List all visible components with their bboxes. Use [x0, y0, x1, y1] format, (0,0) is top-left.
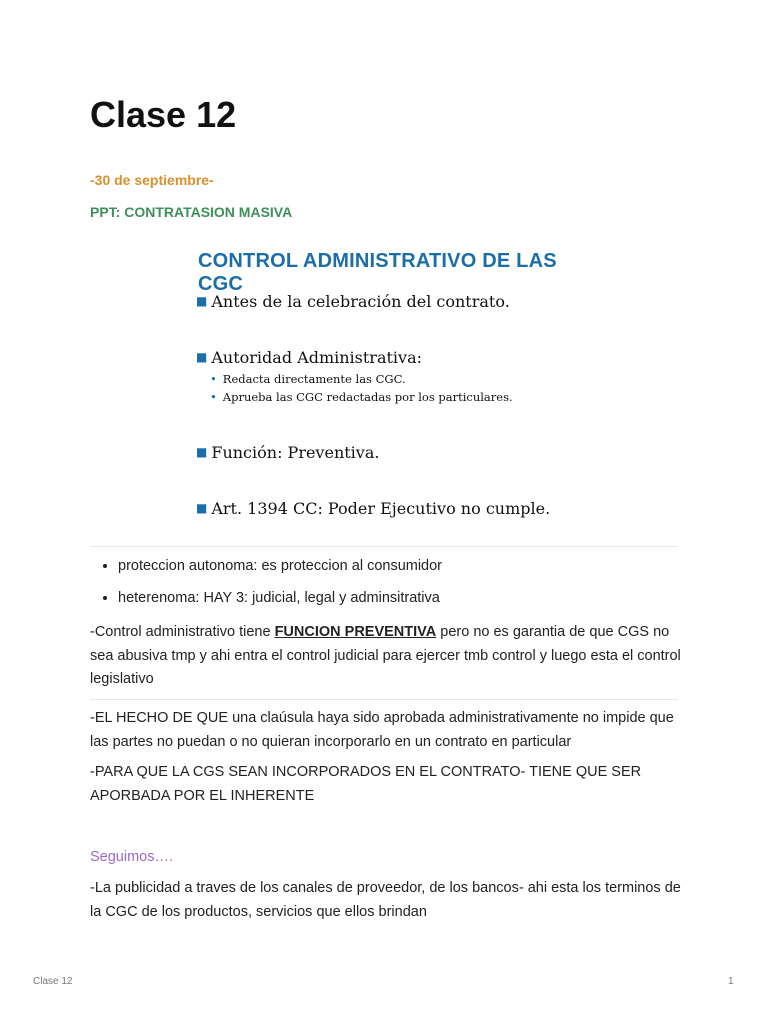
square-bullet-icon: ■ — [196, 501, 208, 515]
date-line: -30 de septiembre- — [90, 172, 214, 188]
slide-subbullet-text: Redacta directamente las CGC. — [222, 372, 406, 386]
slide-bullet — [196, 348, 422, 367]
square-bullet-icon: ■ — [196, 445, 208, 459]
divider — [90, 699, 678, 700]
slide-bullet — [196, 292, 510, 311]
list-item: • heterenoma: HAY 3: judicial, legal y adminsitrativa — [118, 588, 442, 608]
slide-bullet — [196, 499, 550, 518]
slide-bullet-text: Art. 1394 CC: Poder Ejecutivo no cumple. — [211, 499, 551, 518]
paragraph-text: pero no es garantia de que CGS no sea abusiva tmp y ahi entra el control judicial para ejercer tmb control y luego esta el control legislativo — [90, 624, 681, 687]
ppt-heading: PPT: CONTRATASION MASIVA — [90, 204, 293, 220]
slide-image — [190, 240, 590, 530]
seguimos-heading: Seguimos…. — [90, 849, 174, 865]
square-bullet-icon: ■ — [196, 350, 208, 364]
paragraph-text: -Control administrativo tiene — [90, 624, 275, 640]
slide-title: CONTROL ADMINISTRATIVO DE LAS CGC — [198, 250, 557, 295]
list-item: • proteccion autonoma: es proteccion al consumidor — [118, 556, 442, 576]
footer-title: Clase 12 — [33, 976, 73, 987]
paragraph-control-administrativo — [90, 621, 690, 692]
slide-bullet-text: Función: Preventiva. — [211, 443, 380, 462]
divider — [90, 546, 678, 547]
slide-subbullet-text: Aprueba las CGC redactadas por los particulares. — [222, 390, 513, 404]
slide-subbullet — [210, 390, 513, 404]
dot-bullet-icon: • — [210, 390, 217, 404]
emphasis-text: FUNCION PREVENTIVA — [274, 624, 437, 640]
slide-subbullet — [210, 372, 406, 386]
slide-bullet-text: Antes de la celebración del contrato. — [211, 292, 510, 311]
square-bullet-icon: ■ — [196, 294, 208, 308]
slide-bullet — [196, 443, 379, 462]
slide-bullet-text: Autoridad Administrativa: — [211, 348, 422, 367]
page-title: Clase 12 — [90, 94, 237, 135]
paragraph-hecho: -EL HECHO DE QUE una claúsula haya sido aprobada administrativamente no impide que las partes no puedan o no quieran incorporarlo en un contrato en particular — [90, 710, 674, 750]
paragraph-publicidad: -La publicidad a traves de los canales de proveedor, de los bancos- ahi esta los terminos de la CGC de los productos, servicios que ellos brindan — [90, 880, 681, 920]
page-number: 1 — [728, 976, 734, 987]
notes-list — [100, 556, 442, 620]
dot-bullet-icon: • — [210, 372, 217, 386]
paragraph-incorporados: -PARA QUE LA CGS SEAN INCORPORADOS EN EL CONTRATO- TIENE QUE SER APORBADA POR EL INHERENTE — [90, 764, 642, 804]
